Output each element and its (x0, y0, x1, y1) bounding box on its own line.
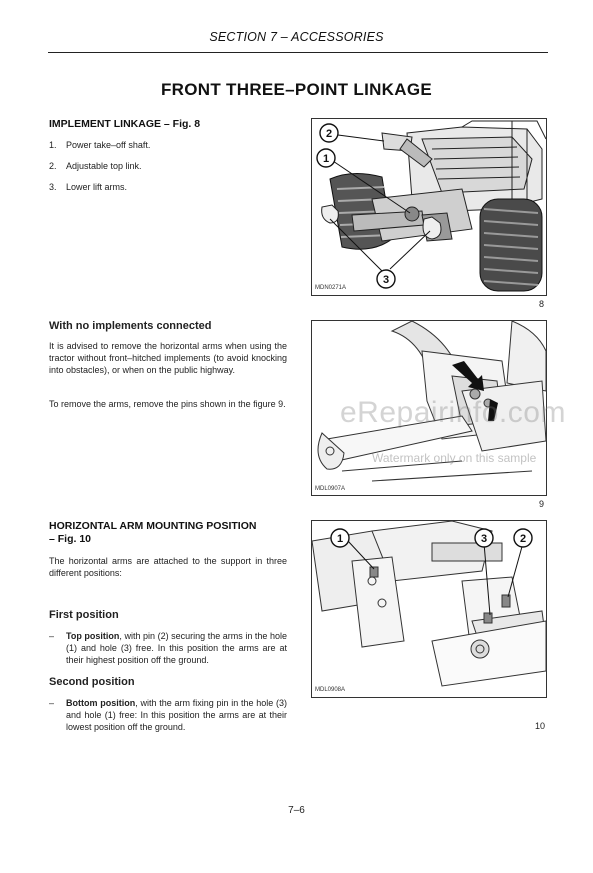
horizontal-arm-paragraph: The horizontal arms are attached to the support in three different positions: (49, 556, 287, 578)
first-position-text (66, 630, 287, 666)
callout-3-label: 3 (480, 533, 488, 545)
second-position-description: , with the arm fixing pin in the hole (3) and hole (1) free: In this position the arms are at their lowest position off the ground. (66, 698, 287, 732)
item-text: Lower lift arms. (66, 182, 128, 192)
second-position-text (66, 697, 287, 733)
figure-9-number: 9 (539, 499, 545, 509)
list-item (49, 161, 279, 182)
watermark-sub: Watermark only on this sample (372, 451, 537, 465)
figure-10-arm-positions (311, 520, 547, 698)
dash-marker: – (49, 698, 55, 708)
figure-9-code: MDL0907A (315, 486, 346, 492)
dash-marker: – (49, 631, 55, 641)
figure-8-tractor-linkage (311, 118, 547, 296)
first-position-item (49, 630, 287, 666)
horizontal-arm-heading-line1: HORIZONTAL ARM MOUNTING POSITION (49, 520, 257, 532)
header-rule (48, 52, 548, 53)
callout-1-label: 1 (322, 153, 330, 165)
list-item (49, 182, 279, 203)
callout-2-label: 2 (519, 533, 527, 545)
watermark-main: eRepairinfo.com (340, 396, 566, 429)
figure-8-code: MDN0271A (315, 285, 347, 291)
item-number: 2. (49, 161, 57, 171)
figure-10-illustration (312, 521, 546, 697)
callout-2-label: 2 (325, 128, 333, 140)
second-position-heading: Second position (49, 676, 135, 688)
figure-8-illustration (312, 119, 546, 295)
implement-parts-list (49, 140, 279, 203)
page-title: FRONT THREE–POINT LINKAGE (160, 80, 432, 99)
callout-1-label: 1 (336, 533, 344, 545)
second-position-bold: Bottom position (66, 698, 136, 708)
item-number: 3. (49, 182, 57, 192)
implement-linkage-heading: IMPLEMENT LINKAGE – Fig. 8 (49, 118, 201, 130)
figure-8-number: 8 (539, 299, 545, 309)
item-text: Adjustable top link. (66, 161, 142, 171)
horizontal-arm-heading-line2: – Fig. 10 (49, 533, 92, 545)
second-position-item (49, 697, 287, 733)
figure-10-number: 10 (535, 721, 546, 731)
first-position-description: , with pin (2) securing the arms in the hole (1) and hole (3) free. In this position the arms are at their highest position off the ground. (66, 631, 287, 665)
no-implements-paragraph-2: To remove the arms, remove the pins shown in the figure 9. (49, 399, 286, 409)
page-number: 7–6 (288, 805, 305, 816)
list-item (49, 140, 279, 161)
no-implements-heading: With no implements connected (49, 320, 212, 332)
callout-3-label: 3 (382, 274, 390, 286)
section-header: SECTION 7 – ACCESSORIES (209, 30, 384, 44)
item-text: Power take–off shaft. (66, 140, 151, 150)
horizontal-arm-heading (49, 520, 256, 546)
figure-10-code: MDL0908A (315, 687, 346, 693)
first-position-bold: Top position (66, 631, 120, 641)
first-position-heading: First position (49, 609, 119, 621)
item-number: 1. (49, 140, 57, 150)
no-implements-paragraph-1: It is advised to remove the horizontal arms when using the tractor without front–hitched implements (to avoid knocking into obstacles), or when on the public highway. (49, 341, 287, 375)
